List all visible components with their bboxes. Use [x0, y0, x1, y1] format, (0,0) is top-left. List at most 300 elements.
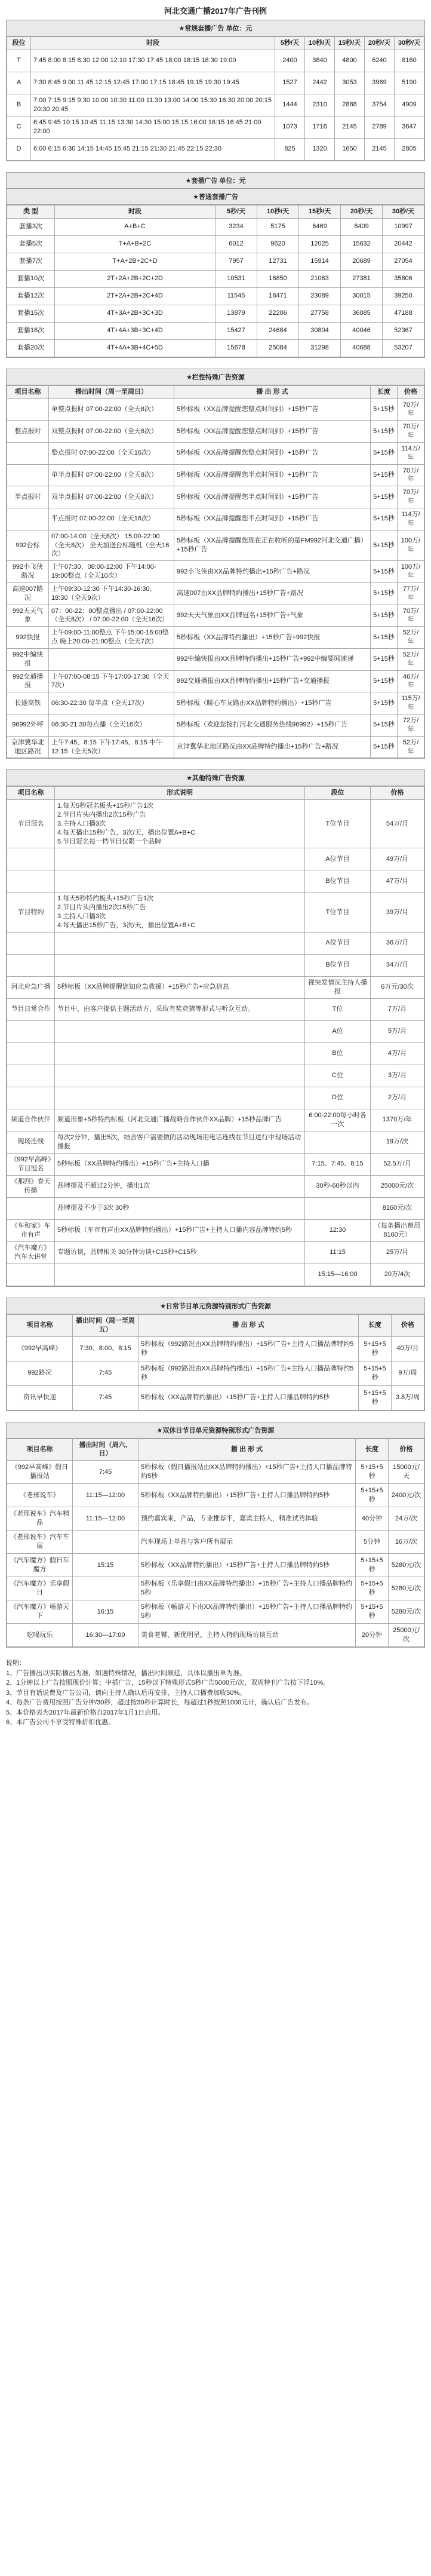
table-row	[7, 1624, 424, 1647]
table-cell: 资讯早快递	[7, 1385, 73, 1410]
table-cell: 16:15	[73, 1600, 138, 1624]
table-cell: 2145	[335, 116, 365, 138]
table-cell	[7, 1197, 55, 1219]
table-cell: 3万/月	[371, 1065, 424, 1087]
table-cell: 30804	[299, 322, 341, 339]
table-cell: 46万/年	[398, 670, 424, 692]
table-cell: 2442	[305, 72, 335, 94]
table-cell: 1.每天5秒冠名板头+15秒广告1次 2.节目片头内播出2次15秒广告 3.主持人口播3次 4.每天播出15秒广告，3次/天，播出位置A+B+C 5.节目冠名每一档节目仅限一个品牌	[55, 800, 305, 848]
table-cell: 992中编快报	[7, 648, 49, 670]
table-cell: 5秒标板（992路况由XX品牌特约播出）+15秒广告+主持人口播品牌特约5秒	[138, 1361, 359, 1385]
table-cell: 5秒标板（畅游天下由XX品牌特约播出）+15秒广告+主持人口播品牌特约5秒	[138, 1600, 356, 1624]
table-cell: （每条播出费用8160元）	[371, 1219, 424, 1241]
table-row	[7, 800, 424, 848]
table-cell: 吃喝玩乐	[7, 1624, 73, 1647]
table-cell: 5秒标板（XX品牌提醒您现在正在收听的是FM992河北交通广播）+15秒广告	[174, 530, 371, 561]
table-cell: 49万/月	[371, 848, 424, 870]
table-cell: D位	[305, 1087, 371, 1109]
table-cell: T位	[305, 998, 371, 1020]
column-header: 段位	[305, 787, 371, 800]
column-header: 播出时间（周一至周日）	[49, 385, 174, 398]
table-row	[7, 1531, 424, 1554]
table-row	[7, 1461, 424, 1484]
table-cell	[7, 1065, 55, 1087]
table-header-row	[7, 385, 424, 398]
table-cell: 11:15	[305, 1241, 371, 1264]
table-cell: 频道形象+5秒特约标板（河北交通广播战略合作伙伴XX品牌）+15秒品牌广告	[55, 1109, 305, 1131]
table-cell: 1527	[275, 72, 305, 94]
table-cell: 825	[275, 138, 305, 160]
table-cell: 4800	[335, 50, 365, 72]
table-cell	[55, 870, 305, 893]
table-row	[7, 116, 424, 138]
table-cell	[73, 1531, 138, 1554]
table-cell: 5+15+5秒	[359, 1336, 392, 1361]
column-header: 项目名称	[7, 1314, 73, 1336]
table-cell: 套播18次	[7, 322, 55, 339]
table-cell	[55, 932, 305, 954]
column-header: 项目名称	[7, 787, 55, 800]
table-cell: D	[7, 138, 31, 160]
table-cell: 100万/年	[398, 530, 424, 561]
table-cell	[7, 442, 49, 464]
table-row	[7, 893, 424, 932]
table-cell: 16:30—17:00	[73, 1624, 138, 1647]
table-cell: 992中编快报由XX品牌特约播出+15秒广告+992中编要闻速递	[174, 648, 371, 670]
table-header-row	[7, 787, 424, 800]
table-row	[7, 670, 424, 692]
table-cell: 54万/月	[371, 800, 424, 848]
table-cell: 上午09:30-12:30 下午14:30-16:30、18:30（全天9次）	[49, 582, 174, 605]
column-header: 长度	[359, 1314, 392, 1336]
table-cell: 6240	[365, 50, 395, 72]
table-cell: 《老邢说车》汽车车展	[7, 1531, 73, 1554]
table-cell: 6万元/30次	[371, 976, 424, 998]
table-cell: 6:00-22:00每小时各一次	[305, 1109, 371, 1131]
table-cell	[55, 1020, 305, 1042]
table-row	[7, 1153, 424, 1175]
table-cell: 5+15+5秒	[356, 1600, 389, 1624]
table-cell: 节目日常合作	[7, 998, 55, 1020]
column-header: 播 出 形 式	[138, 1439, 356, 1461]
table-cell: 京津冀华北地区路况由XX品牌特约播出+15秒广告+路况	[174, 736, 371, 758]
column-header: 形式说明	[55, 787, 305, 800]
column-header: 时段	[55, 205, 216, 218]
note-line: 2、1分钟以上广告按照现价计算；中插广告，15秒以下特殊形式5秒广告5000元/次，双周特刊广告按下浮10%。	[6, 1679, 330, 1687]
table-cell: 15427	[216, 322, 257, 339]
table-cell: 3053	[335, 72, 365, 94]
table-cell: 5秒标板（假日播报站由XX品牌特约播出）+15秒广告+主持人口播品牌特约5秒	[138, 1461, 356, 1484]
table-cell: 9万/周	[392, 1361, 424, 1385]
table-cell: 52万/年	[398, 627, 424, 649]
table-row	[7, 398, 424, 421]
table-cell	[7, 1042, 55, 1065]
table-cell: 114万/年	[398, 442, 424, 464]
table-cell	[7, 398, 49, 421]
table-row	[7, 421, 424, 443]
table-cell: 5+15秒	[371, 582, 398, 605]
table-cell: 5万/月	[371, 1020, 424, 1042]
table-cell: 7:30 8:45 9:00 11:45 12:15 12:45 17:00 17:15 18:45 19:15 19:30 19:45	[31, 72, 275, 94]
table-cell: 5+15+5秒	[356, 1554, 389, 1577]
table-cell: A位节目	[305, 932, 371, 954]
table-row	[7, 1042, 424, 1065]
column-header: 长度	[356, 1439, 389, 1461]
table-cell: 8160	[395, 50, 424, 72]
table-cell: 21063	[299, 270, 341, 287]
table-row	[7, 561, 424, 583]
table-row	[7, 464, 424, 486]
weekend-unit-section	[6, 1422, 425, 1648]
table-cell: 5+15+5秒	[359, 1361, 392, 1385]
table-cell: 992小飞侠由XX品牌特约播出+15秒广告+路况	[174, 561, 371, 583]
table-cell	[7, 870, 55, 893]
table-cell: A+B+C	[55, 218, 216, 235]
table-cell: 7:00 7:15 9:15 9:30 10:00 10:30 11:00 11:30 13:00 14:00 15:30 16:30 20:00 20:15 20:30 20:45	[31, 94, 275, 116]
table-cell: 单整点报时 07:00-22:00（全天8次）	[49, 398, 174, 421]
table-cell: 992交通播报	[7, 670, 49, 692]
table-cell: 20689	[341, 253, 383, 270]
table-cell: 5秒标板（XX品牌特约播出）+15秒广告+主持人口播品牌特约5秒	[138, 1385, 359, 1410]
table-cell: 16850	[257, 270, 299, 287]
table-cell	[7, 848, 55, 870]
table-row	[7, 1600, 424, 1624]
table-cell: 07：00-22：00整点播出 / 07:00-22:00（全天8次） / 07:00-22:00（全天16次）	[49, 605, 174, 627]
table-cell: 16万/次	[389, 1531, 424, 1554]
table-cell: 4T+4A+3B+4C+5D	[55, 339, 216, 357]
table-cell: 高速007由XX品牌特约播出+15秒广告+路况	[174, 582, 371, 605]
table-cell: 11545	[216, 287, 257, 305]
table-cell: 京津冀华北地区路况	[7, 736, 49, 758]
table-cell: 套播20次	[7, 339, 55, 357]
table-cell	[305, 1197, 371, 1219]
table-cell: 1073	[275, 116, 305, 138]
table-cell: 25000元/次	[371, 1175, 424, 1197]
table-cell: 10531	[216, 270, 257, 287]
table-cell: 52万/年	[398, 736, 424, 758]
table-row	[7, 976, 424, 998]
table-cell: 整点报时	[7, 421, 49, 443]
section-header: ★其他特殊广告资源	[7, 770, 424, 786]
table-cell: 27381	[341, 270, 383, 287]
table-cell: 992小飞侠路况	[7, 561, 49, 583]
table-cell: 3840	[305, 50, 335, 72]
column-header: 15秒/天	[335, 37, 365, 50]
package-ads-section	[6, 172, 425, 358]
table-cell: 5+15秒	[371, 736, 398, 758]
table-cell: 7:45	[73, 1361, 138, 1385]
column-header: 段位	[7, 37, 31, 50]
table-cell: 套播3次	[7, 218, 55, 235]
table-cell: 5秒标板（XX品牌特约播出）+15秒广告+992快报	[174, 627, 371, 649]
table-row	[7, 1385, 424, 1410]
table-cell: 114万/年	[398, 508, 424, 530]
table-cell: 6:00 6:15 6:30 14:15 14:45 15:45 21:15 21:30 21:45 22:15 22:30	[31, 138, 275, 160]
table-cell: 24万/次	[389, 1507, 424, 1531]
table-cell: 25084	[257, 339, 299, 357]
table-cell: 2T+2A+2B+2C+4D	[55, 287, 216, 305]
column-header: 播出时间（周六、日）	[73, 1439, 138, 1461]
note-line: 4、每条广告费用按照广告分钟/30秒，超过按30秒计算时长，每超过1秒按照1000元计，确认后广告发布。	[6, 1699, 314, 1707]
table-cell: 2789	[365, 116, 395, 138]
table-cell: 《汽车魔方》汽车大讲堂	[7, 1241, 55, 1264]
table-cell: 2万/月	[371, 1087, 424, 1109]
table-cell: 节目中，由客户提供主题活动方，采取有奖竞猜等形式与听众互动。	[55, 998, 305, 1020]
table-cell: 39万/月	[371, 893, 424, 932]
column-header: 项目名称	[7, 385, 49, 398]
table-cell: 5秒标板（XX品牌提醒您整点时间到）+15秒广告	[174, 398, 371, 421]
table-row	[7, 339, 424, 357]
table-cell: 1.每天5秒特约板头+15秒广告1次 2.节目片头内播出2次15秒广告 3.主持人口播3次 4.每天播出15秒广告，3次/天，播出位置A+B+C	[55, 893, 305, 932]
table-cell: 4万/月	[371, 1042, 424, 1065]
table-cell: 2400元/次	[389, 1484, 424, 1507]
column-header: 时段	[31, 37, 275, 50]
table-cell: 31298	[299, 339, 341, 357]
table-cell: 36万/月	[371, 932, 424, 954]
table-row	[7, 1219, 424, 1241]
table-cell: 套播5次	[7, 235, 55, 253]
table-cell	[7, 954, 55, 976]
table-cell: 4T+3A+2B+3C+3D	[55, 305, 216, 322]
table-cell: 40046	[341, 322, 383, 339]
table-cell: 992天天气象	[7, 605, 49, 627]
table-cell	[55, 848, 305, 870]
table-cell	[7, 1020, 55, 1042]
table-cell: 套播15次	[7, 305, 55, 322]
table-cell: 992路况	[7, 1361, 73, 1385]
table-cell: 2145	[365, 138, 395, 160]
table-row	[7, 1065, 424, 1087]
table-cell: 现场连线	[7, 1131, 55, 1153]
table-cell: 上午7:45、8:15 下午17:45、8:15 中午12:15（全天5次）	[49, 736, 174, 758]
table-cell: 双整点报时 07:00-22:00（全天8次）	[49, 421, 174, 443]
table-cell: 5190	[395, 72, 424, 94]
table-cell: 节目特约	[7, 893, 55, 932]
table-cell: 半点报时 07:00-22:00（全天16次）	[49, 508, 174, 530]
table-cell: 5+15秒	[371, 398, 398, 421]
table-cell: 72万/年	[398, 714, 424, 737]
table-row	[7, 627, 424, 649]
table-header-row	[7, 37, 424, 50]
table-row	[7, 1197, 424, 1219]
table-row	[7, 932, 424, 954]
table-row	[7, 72, 424, 94]
table-cell: 5280元/次	[389, 1577, 424, 1600]
section-header: ★套播广告 单位：元	[7, 173, 424, 189]
table-cell: 15:15—16:00	[305, 1264, 371, 1286]
table-cell: 5+15秒	[371, 508, 398, 530]
table-cell: 5秒标板（XX品牌提醒您半点时间到）+15秒广告	[174, 486, 371, 508]
table-row	[7, 1484, 424, 1507]
regular-package-section	[6, 20, 425, 161]
table-cell: 2888	[335, 94, 365, 116]
table-cell: 992台标	[7, 530, 49, 561]
table-row	[7, 1554, 424, 1577]
section-header: ★双休日节目单元资源特别形式广告资源	[7, 1422, 424, 1439]
table-row	[7, 998, 424, 1020]
table-cell: 2400	[275, 50, 305, 72]
table-cell: 39250	[383, 287, 424, 305]
table-row	[7, 1264, 424, 1286]
table-cell: 5+15秒	[371, 530, 398, 561]
table-cell: C	[7, 116, 31, 138]
column-header: 5秒/天	[275, 37, 305, 50]
table-cell: 5秒标板（XX品牌特约播出）+15秒广告+主持人口播	[55, 1153, 305, 1175]
special-column-section	[6, 369, 425, 759]
table-cell: 20万/4次	[371, 1264, 424, 1286]
table-cell: 上午07:00-08:15 下午17:00-17:30（全天7次）	[49, 670, 174, 692]
other-special-section	[6, 769, 425, 1286]
table-cell: 5秒标板（乐享假日由XX品牌特约播出）+15秒广告+主持人口播品牌特约5秒	[138, 1577, 356, 1600]
table-cell: 高速007路况	[7, 582, 49, 605]
column-header: 价格	[398, 385, 424, 398]
table-cell: 3647	[395, 116, 424, 138]
table-row	[7, 508, 424, 530]
table-row	[7, 530, 424, 561]
table-row	[7, 442, 424, 464]
table-cell: 992天天气象由XX品牌冠名+15秒广告+气象	[174, 605, 371, 627]
column-header: 价格	[371, 787, 424, 800]
table-cell: 1444	[275, 94, 305, 116]
table-cell: 5+15秒	[371, 714, 398, 737]
table-cell: 9620	[257, 235, 299, 253]
table-row	[7, 270, 424, 287]
table-cell: 70万/年	[398, 486, 424, 508]
table-cell: 1370万/年	[371, 1109, 424, 1131]
note-line: 5、本价格表为2017年最新价格自2017年1月1日启用。	[6, 1709, 165, 1716]
table-row	[7, 218, 424, 235]
table-cell: 5+15秒	[371, 421, 398, 443]
table-cell: 5+15+5秒	[359, 1385, 392, 1410]
table-cell: 100万/年	[398, 561, 424, 583]
table-row	[7, 1577, 424, 1600]
table-cell: 《老邢说车》汽车精品	[7, 1507, 73, 1531]
table-row	[7, 1087, 424, 1109]
table-cell: B	[7, 94, 31, 116]
table-cell: 25万/月	[371, 1241, 424, 1264]
table-row	[7, 692, 424, 714]
table-cell: 3.8万/周	[392, 1385, 424, 1410]
table-cell: 节目冠名	[7, 800, 55, 848]
table-cell: 15678	[216, 339, 257, 357]
table-cell: 频道合作伙伴	[7, 1109, 55, 1131]
table-cell: 992交通播报由XX品牌特约播出+15秒广告+交通播报	[174, 670, 371, 692]
table-cell: 5秒标板（XX品牌提醒您半点时间到）+15秒广告	[174, 508, 371, 530]
table-cell: 5+15+5秒	[356, 1577, 389, 1600]
table-cell: 5秒标板（车市有声由XX品牌特约播出）+15秒广告+主持人口播内容品牌特约5秒	[55, 1219, 305, 1241]
column-header: 20秒/天	[365, 37, 395, 50]
table-cell: 3969	[365, 72, 395, 94]
table-cell: 06:30-22:30 每半点（全天17次）	[49, 692, 174, 714]
table-cell: 《老邢说车》	[7, 1484, 73, 1507]
table-cell: 5+15秒	[371, 692, 398, 714]
table-row	[7, 322, 424, 339]
table-cell: 河北应急广播	[7, 976, 55, 998]
table-cell: 6:45 9:45 10:15 10:45 11:15 13:30 14:30 15:00 15:15 16:00 16:15 16:45 21:00 22:00	[31, 116, 275, 138]
table-row	[7, 1241, 424, 1264]
package-rate-table	[7, 205, 424, 357]
table-cell: B位节目	[305, 870, 371, 893]
table-row	[7, 736, 424, 758]
table-cell: 19万/次	[371, 1131, 424, 1153]
column-header: 播出时间（周一至周五）	[73, 1314, 138, 1336]
document-title: 河北交通广播2017年广告刊例	[164, 7, 267, 16]
column-header: 项目名称	[7, 1439, 73, 1461]
table-cell: 2805	[395, 138, 424, 160]
table-cell: 13879	[216, 305, 257, 322]
table-row	[7, 253, 424, 270]
table-cell: 12025	[299, 235, 341, 253]
table-cell: 47188	[383, 305, 424, 322]
table-row	[7, 94, 424, 116]
table-row	[7, 1507, 424, 1531]
table-cell	[305, 1131, 371, 1153]
table-cell: 5+15秒	[371, 442, 398, 464]
table-cell: 15632	[341, 235, 383, 253]
table-cell: 34万/月	[371, 954, 424, 976]
table-cell: T+A+B+2C	[55, 235, 216, 253]
table-cell	[49, 648, 174, 670]
table-cell: 52万/年	[398, 648, 424, 670]
table-cell: 27054	[383, 253, 424, 270]
table-cell: 《992早高峰》	[7, 1336, 73, 1361]
table-cell: 7:30、8:00、8:15	[73, 1336, 138, 1361]
column-header: 5秒/天	[216, 205, 257, 218]
column-header: 30秒/天	[395, 37, 424, 50]
table-cell: T+A+2B+2C+D	[55, 253, 216, 270]
weekend-unit-table	[7, 1439, 424, 1648]
table-cell: 5秒标板（XX品牌提醒您半点时间到）+15秒广告	[174, 464, 371, 486]
table-cell: 47万/月	[371, 870, 424, 893]
section-header: ★常规套播广告 单位：元	[7, 20, 424, 36]
table-cell: 品牌提及不少于3次 30秒	[55, 1197, 305, 1219]
table-cell: T位节目	[305, 800, 371, 848]
table-cell: 长途高铁	[7, 692, 49, 714]
table-cell: 上午07:30、08:00-12:00 下午14:00-19:00整点（全天10次）	[49, 561, 174, 583]
table-row	[7, 714, 424, 737]
table-cell: 3234	[216, 218, 257, 235]
table-cell: 5秒标板（XX品牌提醒您知应急救援）+15秒广告+应急信息	[55, 976, 305, 998]
table-row	[7, 605, 424, 627]
table-row	[7, 287, 424, 305]
table-cell: 77万/年	[398, 582, 424, 605]
table-cell: 5秒标板（XX品牌提醒您整点时间到）+15秒广告	[174, 421, 371, 443]
table-cell: 双半点报时 07:00-22:00（全天8次）	[49, 486, 174, 508]
column-header: 类 型	[7, 205, 55, 218]
table-cell: 5秒标板（XX品牌特约播出）+15秒广告+主持人口播品牌特约5秒	[138, 1484, 356, 1507]
table-cell: 单半点报时 07:00-22:00（全天8次）	[49, 464, 174, 486]
table-cell: 5+15秒	[371, 605, 398, 627]
table-cell: 20分钟	[356, 1624, 389, 1647]
column-header: 10秒/天	[257, 205, 299, 218]
table-cell: 汽车现场上单品与客户所有展示	[138, 1531, 356, 1554]
table-cell: 40分钟	[356, 1507, 389, 1531]
table-cell: 5+15+5秒	[356, 1461, 389, 1484]
table-cell: 《992早高峰》节目冠名	[7, 1153, 55, 1175]
table-cell: 专题访谈，品牌相关 30分钟访谈+C15秒+C15秒	[55, 1241, 305, 1264]
table-cell: 11:15—12:00	[73, 1507, 138, 1531]
table-cell: 07:00-14:00（全天8次） 15:00-22:00（全天8次） 全天加送台标随机（全天16次）	[49, 530, 174, 561]
table-cell: 36085	[341, 305, 383, 322]
table-cell: 22206	[257, 305, 299, 322]
special-column-table	[7, 385, 424, 759]
table-cell	[55, 1087, 305, 1109]
table-cell: 06:30-21:30每点播（全天16次）	[49, 714, 174, 737]
table-cell: A	[7, 72, 31, 94]
table-cell: 15:15	[73, 1554, 138, 1577]
table-header-row	[7, 1439, 424, 1461]
table-cell: 套播7次	[7, 253, 55, 270]
